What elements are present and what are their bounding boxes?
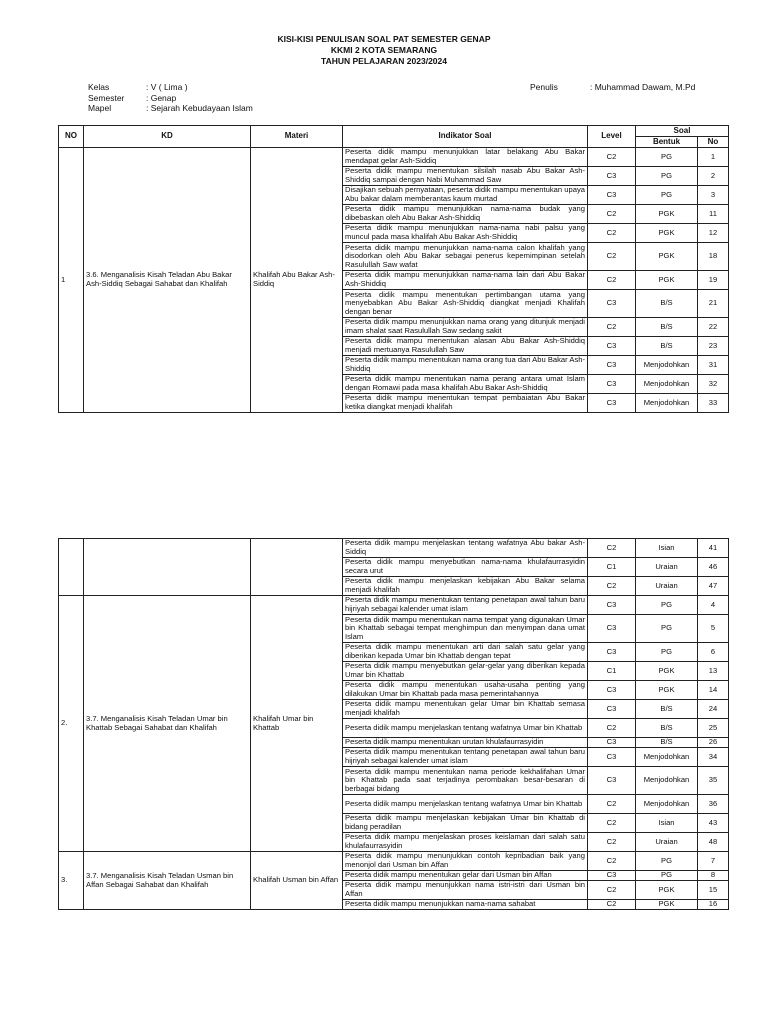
bentuk-cell: Menjodohkan — [636, 356, 698, 375]
indikator-cell: Peserta didik mampu menunjukkan nama-nama budak yang dibebaskan oleh Abu Bakar Ash-Shiddiq — [343, 205, 588, 224]
indikator-cell: Peserta didik mampu menentukan nama periode kekhalifahan Umar bin Khattab pada saat terjadinya perombakan besar-besaran di berbagai bidang — [343, 767, 588, 795]
bentuk-cell: Isian — [636, 814, 698, 833]
level-cell: C3 — [588, 356, 636, 375]
nomor-cell: 4 — [698, 596, 729, 615]
row-kd: 3.6. Menganalisis Kisah Teladan Abu Bakar Ash-Siddiq Sebagai Sahabat dan Khalifah — [84, 148, 251, 413]
table-row — [59, 596, 729, 615]
indikator-cell: Peserta didik mampu menentukan gelar dari Usman bin Affan — [343, 871, 588, 881]
nomor-cell: 34 — [698, 748, 729, 767]
indikator-cell: Peserta didik mampu menentukan tentang penetapan awal tahun baru hijriyah sebagai kalender umat islam — [343, 596, 588, 615]
level-cell: C2 — [588, 795, 636, 814]
bentuk-cell: PG — [636, 643, 698, 662]
mapel-label: Mapel — [88, 103, 112, 113]
row-kd-empty — [84, 539, 251, 596]
nomor-cell: 22 — [698, 318, 729, 337]
row-no: 2. — [59, 596, 84, 852]
bentuk-cell: Uraian — [636, 577, 698, 596]
level-cell: C2 — [588, 243, 636, 271]
level-cell: C2 — [588, 833, 636, 852]
indikator-cell: Peserta didik mampu menentukan tentang penetapan awal tahun baru hijriyah sebagai kalender umat islam — [343, 748, 588, 767]
bentuk-cell: Menjodohkan — [636, 795, 698, 814]
row-materi-empty — [251, 539, 343, 596]
nomor-cell: 2 — [698, 167, 729, 186]
indikator-cell: Peserta didik mampu menentukan urutan khulafaurrasyidin — [343, 738, 588, 748]
bentuk-cell: PGK — [636, 243, 698, 271]
level-cell: C1 — [588, 558, 636, 577]
row-kd: 3.7. Menganalisis Kisah Teladan Umar bin Khattab Sebagai Sahabat dan Khalifah — [84, 596, 251, 852]
level-cell: C1 — [588, 662, 636, 681]
level-cell: C2 — [588, 271, 636, 290]
nomor-cell: 5 — [698, 615, 729, 643]
indikator-cell: Peserta didik mampu menyebutkan gelar-gelar yang diberikan kepada Umar bin Khattab — [343, 662, 588, 681]
nomor-cell: 8 — [698, 871, 729, 881]
kisi-kisi-table-page2 — [58, 538, 729, 910]
nomor-cell: 43 — [698, 814, 729, 833]
mapel-value: : Sejarah Kebudayaan Islam — [146, 103, 253, 113]
level-cell: C2 — [588, 318, 636, 337]
level-cell: C3 — [588, 375, 636, 394]
level-cell: C3 — [588, 186, 636, 205]
row-materi: Khalifah Abu Bakar Ash-Siddiq — [251, 148, 343, 413]
bentuk-cell: PGK — [636, 881, 698, 900]
level-cell: C3 — [588, 738, 636, 748]
bentuk-cell: PGK — [636, 224, 698, 243]
bentuk-cell: Menjodohkan — [636, 748, 698, 767]
header-indikator: Indikator Soal — [343, 126, 588, 148]
level-cell: C2 — [588, 719, 636, 738]
bentuk-cell: Menjodohkan — [636, 375, 698, 394]
bentuk-cell: Uraian — [636, 558, 698, 577]
bentuk-cell: Menjodohkan — [636, 767, 698, 795]
indikator-cell: Peserta didik mampu menentukan nama orang tua dari Abu Bakar Ash-Shiddiq — [343, 356, 588, 375]
header-bentuk: Bentuk — [636, 137, 698, 148]
nomor-cell: 25 — [698, 719, 729, 738]
bentuk-cell: PG — [636, 852, 698, 871]
indikator-cell: Disajikan sebuah pernyataan, peserta didik mampu menentukan upaya Abu bakar dalam memberantas kaum murtad — [343, 186, 588, 205]
nomor-cell: 7 — [698, 852, 729, 871]
level-cell: C2 — [588, 205, 636, 224]
nomor-cell: 32 — [698, 375, 729, 394]
nomor-cell: 35 — [698, 767, 729, 795]
semester-label: Semester — [88, 93, 125, 103]
indikator-cell: Peserta didik mampu menjelaskan tentang wafatnya Abu bakar Ash-Siddiq — [343, 539, 588, 558]
nomor-cell: 47 — [698, 577, 729, 596]
doc-title-line1: KISI-KISI PENULISAN SOAL PAT SEMESTER GENAP — [277, 34, 491, 44]
level-cell: C2 — [588, 539, 636, 558]
nomor-cell: 36 — [698, 795, 729, 814]
kelas-value: : V ( Lima ) — [146, 82, 188, 92]
nomor-cell: 18 — [698, 243, 729, 271]
level-cell: C3 — [588, 596, 636, 615]
nomor-cell: 6 — [698, 643, 729, 662]
indikator-cell: Peserta didik mampu menjelaskan tentang wafatnya Umar bin Khattab — [343, 719, 588, 738]
bentuk-cell: PG — [636, 871, 698, 881]
level-cell: C3 — [588, 681, 636, 700]
indikator-cell: Peserta didik mampu menunjukkan nama orang yang ditunjuk menjadi imam shalat saat Rasulullah Saw sedang sakit — [343, 318, 588, 337]
indikator-cell: Peserta didik mampu menjelaskan kebijakan Umar bin Khattab di bidang peradilan — [343, 814, 588, 833]
level-cell: C2 — [588, 900, 636, 910]
row-kd: 3.7. Menganalisis Kisah Teladan Usman bin Affan Sebagai Sahabat dan Khalifah — [84, 852, 251, 910]
nomor-cell: 19 — [698, 271, 729, 290]
level-cell: C3 — [588, 167, 636, 186]
doc-title-line3: TAHUN PELAJARAN 2023/2024 — [321, 56, 447, 66]
indikator-cell: Peserta didik mampu menentukan arti dari salah satu gelar yang diberikan kepada Umar bin Khattab dengan tepat — [343, 643, 588, 662]
level-cell: C3 — [588, 643, 636, 662]
level-cell: C3 — [588, 615, 636, 643]
nomor-cell: 24 — [698, 700, 729, 719]
header-materi: Materi — [251, 126, 343, 148]
indikator-cell: Peserta didik mampu menunjukkan contoh kepribadian baik yang menonjol dari Usman bin Affan — [343, 852, 588, 871]
row-no: 1 — [59, 148, 84, 413]
row-materi: Khalifah Usman bin Affan — [251, 852, 343, 910]
bentuk-cell: B/S — [636, 700, 698, 719]
nomor-cell: 3 — [698, 186, 729, 205]
header-level: Level — [588, 126, 636, 148]
level-cell: C3 — [588, 290, 636, 318]
indikator-cell: Peserta didik mampu menunjukkan nama-nama calon khalifah yang disodorkan oleh Abu Bakar sebagai penerus kepemimpinan setelah Rasulullah Saw wafat — [343, 243, 588, 271]
bentuk-cell: Menjodohkan — [636, 394, 698, 413]
row-no: 3. — [59, 852, 84, 910]
level-cell: C3 — [588, 337, 636, 356]
kelas-label: Kelas — [88, 82, 110, 92]
table-row — [59, 148, 729, 167]
bentuk-cell: PGK — [636, 271, 698, 290]
bentuk-cell: B/S — [636, 318, 698, 337]
row-materi: Khalifah Umar bin Khattab — [251, 596, 343, 852]
nomor-cell: 1 — [698, 148, 729, 167]
bentuk-cell: B/S — [636, 337, 698, 356]
indikator-cell: Peserta didik mampu menunjukkan nama-nama nabi palsu yang muncul pada masa khalifah Abu Bakar Ash-Shiddiq — [343, 224, 588, 243]
row-no-empty — [59, 539, 84, 596]
nomor-cell: 12 — [698, 224, 729, 243]
bentuk-cell: PG — [636, 596, 698, 615]
table-row — [59, 539, 729, 558]
nomor-cell: 31 — [698, 356, 729, 375]
indikator-cell: Peserta didik mampu menentukan nama perang antara umat Islam dengan Romawi pada masa khalifah Abu Bakar Ash-Shiddiq — [343, 375, 588, 394]
nomor-cell: 23 — [698, 337, 729, 356]
level-cell: C2 — [588, 852, 636, 871]
indikator-cell: Peserta didik mampu menyebutkan nama-nama khulafaurrasyidin secara urut — [343, 558, 588, 577]
bentuk-cell: PG — [636, 148, 698, 167]
bentuk-cell: B/S — [636, 719, 698, 738]
bentuk-cell: PGK — [636, 681, 698, 700]
level-cell: C3 — [588, 767, 636, 795]
header-soal: Soal — [636, 126, 729, 137]
nomor-cell: 11 — [698, 205, 729, 224]
nomor-cell: 16 — [698, 900, 729, 910]
table-row — [59, 852, 729, 871]
indikator-cell: Peserta didik mampu menentukan tempat pembaiatan Abu Bakar ketika diangkat menjadi khalifah — [343, 394, 588, 413]
nomor-cell: 46 — [698, 558, 729, 577]
level-cell: C2 — [588, 224, 636, 243]
level-cell: C3 — [588, 394, 636, 413]
indikator-cell: Peserta didik mampu menentukan pertimbangan utama yang menyebabkan Abu Bakar Ash-Shiddiq diangkat menjadi Khalifah dengan benar — [343, 290, 588, 318]
indikator-cell: Peserta didik mampu menentukan silsilah nasab Abu Bakar Ash-Shiddiq sampai dengan Nabi Muhammad Saw — [343, 167, 588, 186]
nomor-cell: 48 — [698, 833, 729, 852]
level-cell: C2 — [588, 148, 636, 167]
nomor-cell: 26 — [698, 738, 729, 748]
kisi-kisi-table-page1 — [58, 125, 729, 413]
indikator-cell: Peserta didik mampu menunjukkan nama istri-istri dari Usman bin Affan — [343, 881, 588, 900]
nomor-cell: 21 — [698, 290, 729, 318]
indikator-cell: Peserta didik mampu menentukan alasan Abu Bakar Ash-Shiddiq menjadi mertuanya Rasulullah Saw — [343, 337, 588, 356]
indikator-cell: Peserta didik mampu menjelaskan tentang wafatnya Umar bin Khattab — [343, 795, 588, 814]
indikator-cell: Peserta didik mampu menjelaskan kebijakan Abu Bakar selama menjadi khalifah — [343, 577, 588, 596]
nomor-cell: 41 — [698, 539, 729, 558]
bentuk-cell: PGK — [636, 205, 698, 224]
indikator-cell: Peserta didik mampu menunjukkan nama-nama lain dari Abu Bakar Ash-Shiddiq — [343, 271, 588, 290]
bentuk-cell: B/S — [636, 290, 698, 318]
nomor-cell: 33 — [698, 394, 729, 413]
indikator-cell: Peserta didik mampu menentukan nama tempat yang digunakan Umar bin Khattab sebagai tempat menghimpun dan menyimpan dana umat Islam — [343, 615, 588, 643]
level-cell: C3 — [588, 748, 636, 767]
header-no: NO — [59, 126, 84, 148]
bentuk-cell: PGK — [636, 662, 698, 681]
header-kd: KD — [84, 126, 251, 148]
bentuk-cell: PG — [636, 186, 698, 205]
indikator-cell: Peserta didik mampu menentukan gelar Umar bin Khattab semasa menjadi khalifah — [343, 700, 588, 719]
bentuk-cell: PG — [636, 615, 698, 643]
indikator-cell: Peserta didik mampu menentukan usaha-usaha penting yang dilakukan Umar bin Khattab pada masa pemerintahannya — [343, 681, 588, 700]
penulis-label: Penulis — [530, 82, 558, 92]
nomor-cell: 13 — [698, 662, 729, 681]
bentuk-cell: Uraian — [636, 833, 698, 852]
nomor-cell: 15 — [698, 881, 729, 900]
header-nomor: No — [698, 137, 729, 148]
nomor-cell: 14 — [698, 681, 729, 700]
penulis-value: : Muhammad Dawam, M.Pd — [590, 82, 696, 92]
bentuk-cell: B/S — [636, 738, 698, 748]
indikator-cell: Peserta didik mampu menunjukkan nama-nama sahabat — [343, 900, 588, 910]
level-cell: C2 — [588, 881, 636, 900]
semester-value: : Genap — [146, 93, 177, 103]
bentuk-cell: PGK — [636, 900, 698, 910]
level-cell: C3 — [588, 700, 636, 719]
level-cell: C3 — [588, 871, 636, 881]
doc-title-line2: KKMI 2 KOTA SEMARANG — [330, 45, 438, 55]
indikator-cell: Peserta didik mampu menjelaskan proses keislaman dari salah satu khulafaurrasyidin — [343, 833, 588, 852]
indikator-cell: Peserta didik mampu menunjukkan latar belakang Abu Bakar mendapat gelar Ash-Siddiq — [343, 148, 588, 167]
bentuk-cell: PG — [636, 167, 698, 186]
level-cell: C2 — [588, 577, 636, 596]
level-cell: C2 — [588, 814, 636, 833]
bentuk-cell: Isian — [636, 539, 698, 558]
